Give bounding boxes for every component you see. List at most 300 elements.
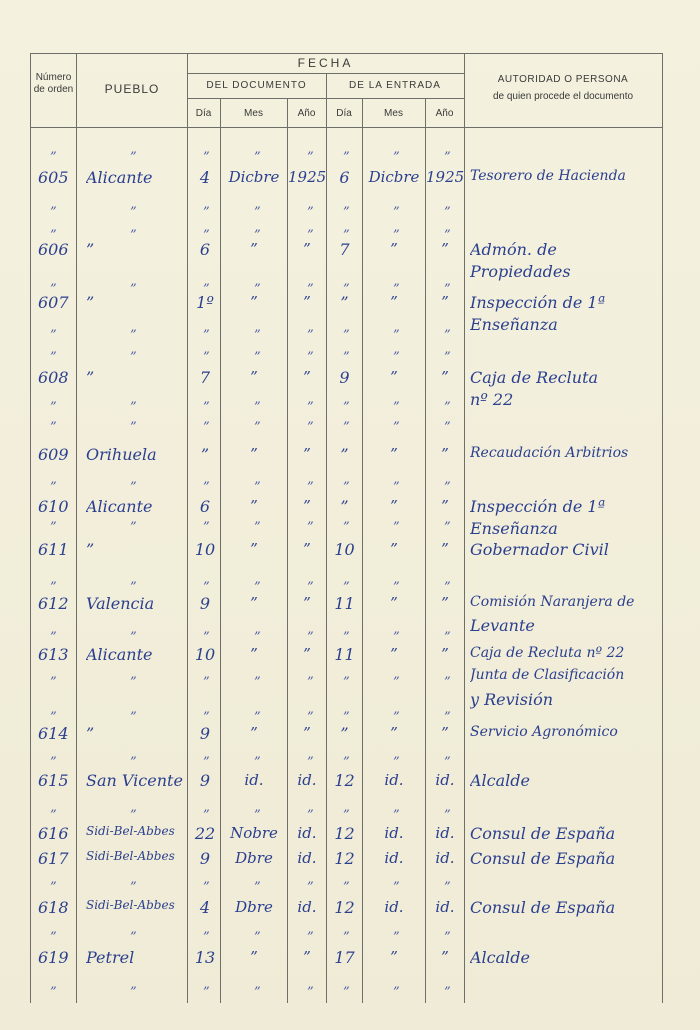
entry-ent-ano: ”: [441, 445, 449, 463]
ditto-mark: ”: [130, 400, 137, 415]
entry-doc-dia: 1º: [196, 293, 214, 312]
ditto-mark: ”: [50, 985, 57, 1000]
entry-autoridad: Comisión Naranjera de: [470, 594, 635, 610]
entry-doc-mes: ”: [250, 645, 258, 663]
entry-pueblo: Alicante: [86, 645, 153, 664]
ditto-mark: ”: [203, 205, 210, 220]
entry-autoridad: Consul de España: [470, 898, 616, 917]
ditto-mark: ”: [393, 350, 400, 365]
header-pueblo: PUEBLO: [104, 82, 160, 96]
entry-ent-dia: 11: [334, 594, 355, 613]
ditto-mark: ”: [130, 520, 137, 535]
ditto-mark: ”: [307, 755, 314, 770]
ditto-mark: ”: [50, 520, 57, 535]
ditto-mark: ”: [444, 808, 451, 823]
ditto-mark: ”: [343, 985, 350, 1000]
entry-ent-mes: ”: [390, 293, 398, 311]
header-del-documento: DEL DOCUMENTO: [206, 80, 307, 91]
entry-ent-mes: ”: [390, 724, 398, 742]
entry-pueblo: ”: [86, 368, 95, 387]
entry-num: 610: [38, 497, 69, 516]
entry-ent-mes: ”: [390, 497, 398, 515]
ditto-mark: ”: [130, 808, 137, 823]
header-ent-mes: Mes: [384, 108, 403, 119]
ditto-mark: ”: [203, 755, 210, 770]
entry-ent-dia: 17: [334, 948, 355, 967]
ditto-mark: ”: [254, 630, 261, 645]
ditto-mark: ”: [254, 985, 261, 1000]
entry-doc-dia: 7: [199, 368, 211, 387]
ditto-mark: ”: [343, 755, 350, 770]
entry-doc-dia: ”: [200, 445, 210, 464]
ditto-mark: ”: [444, 580, 451, 595]
entry-doc-ano: id.: [297, 898, 317, 916]
entry-autoridad: Consul de España: [470, 849, 616, 868]
ditto-mark: ”: [203, 520, 210, 535]
entry-doc-ano: ”: [303, 948, 311, 966]
entry-ent-dia: 10: [334, 540, 355, 559]
ditto-mark: ”: [203, 630, 210, 645]
entry-ent-dia: 11: [334, 645, 355, 664]
entry-doc-ano: id.: [297, 771, 317, 789]
entry-doc-mes: ”: [250, 724, 258, 742]
ditto-mark: ”: [393, 930, 400, 945]
entry-num: 612: [38, 594, 69, 613]
entry-doc-dia: 9: [199, 724, 211, 743]
ditto-mark: ”: [130, 480, 137, 495]
ditto-mark: ”: [444, 480, 451, 495]
entry-autoridad-line2: Enseñanza: [470, 519, 558, 538]
ditto-mark: ”: [393, 205, 400, 220]
entry-doc-ano: ”: [303, 368, 311, 386]
ditto-mark: ”: [393, 400, 400, 415]
col-line-doc-dia: [220, 98, 221, 1003]
entry-pueblo: Orihuela: [86, 445, 157, 464]
entry-ent-dia: ”: [340, 293, 349, 312]
entry-ent-ano: 1925: [426, 168, 464, 186]
entry-num: 605: [38, 168, 69, 187]
ditto-mark: ”: [203, 228, 210, 243]
entry-doc-ano: ”: [303, 497, 311, 515]
entry-pueblo: Sidi-Bel-Abbes: [86, 849, 175, 863]
header-ent-ano: Año: [435, 108, 454, 119]
entry-num: 616: [38, 824, 69, 843]
entry-doc-mes: id.: [244, 771, 264, 789]
col-line-right: [662, 53, 663, 1003]
ditto-mark: ”: [254, 880, 261, 895]
entry-num: 618: [38, 898, 69, 917]
ditto-mark: ”: [444, 350, 451, 365]
ditto-mark: ”: [444, 328, 451, 343]
ditto-mark: ”: [393, 985, 400, 1000]
entry-doc-dia: 9: [199, 594, 211, 613]
entry-num: 608: [38, 368, 69, 387]
entry-ent-dia: 7: [339, 240, 350, 259]
ditto-mark: ”: [254, 480, 261, 495]
ditto-mark: ”: [50, 150, 57, 165]
entry-autoridad: Admón. de: [470, 240, 557, 259]
ditto-mark: ”: [307, 282, 314, 297]
entry-num: 617: [38, 849, 69, 868]
ditto-mark: ”: [343, 580, 350, 595]
ditto-mark: ”: [393, 150, 400, 165]
entry-ent-ano: ”: [441, 368, 449, 386]
entry-ent-ano: ”: [441, 645, 449, 663]
ditto-mark: ”: [130, 350, 137, 365]
entry-autoridad: Servicio Agronómico: [470, 724, 618, 740]
entry-ent-dia: ”: [340, 497, 349, 516]
ditto-mark: ”: [203, 675, 210, 690]
ditto-mark: ”: [307, 150, 314, 165]
entry-doc-ano: 1925: [288, 168, 326, 186]
ditto-mark: ”: [50, 205, 57, 220]
entry-ent-ano: ”: [441, 293, 449, 311]
ditto-mark: ”: [50, 228, 57, 243]
entry-autoridad: Caja de Recluta: [470, 368, 599, 387]
header-autoridad: AUTORIDAD O PERSONA: [497, 74, 629, 85]
entry-autoridad: Consul de España: [470, 824, 616, 843]
ditto-mark: ”: [50, 420, 57, 435]
ditto-mark: ”: [50, 930, 57, 945]
ditto-mark: ”: [307, 480, 314, 495]
header-doc-dia: Día: [195, 108, 212, 119]
ditto-mark: ”: [307, 420, 314, 435]
ditto-mark: ”: [444, 282, 451, 297]
ditto-mark: ”: [50, 755, 57, 770]
entry-doc-mes: Dbre: [235, 849, 273, 867]
entry-pueblo: ”: [86, 293, 95, 312]
ditto-mark: ”: [307, 328, 314, 343]
entry-doc-dia: 6: [199, 240, 211, 259]
ditto-mark: ”: [130, 880, 137, 895]
ditto-mark: ”: [444, 710, 451, 725]
col-line-ent-ano: [464, 53, 465, 1003]
ditto-mark: ”: [444, 930, 451, 945]
entry-doc-mes: Dicbre: [228, 168, 280, 186]
entry-ent-mes: ”: [390, 645, 398, 663]
entry-ent-ano: ”: [441, 594, 449, 612]
entry-ent-ano: ”: [441, 240, 449, 258]
entry-pueblo: Petrel: [86, 948, 135, 967]
ditto-mark: ”: [307, 630, 314, 645]
ditto-mark: ”: [254, 808, 261, 823]
entry-autoridad: Recaudación Arbitrios: [470, 445, 629, 461]
ditto-mark: ”: [203, 328, 210, 343]
col-line-pueblo: [187, 53, 188, 1003]
entry-num: 606: [38, 240, 69, 259]
entry-ent-ano: id.: [435, 824, 455, 842]
header-numero-de-orden: Número de orden: [33, 72, 74, 95]
entry-ent-mes: ”: [390, 594, 398, 612]
entry-autoridad: Alcalde: [470, 948, 530, 967]
entry-doc-ano: ”: [303, 645, 311, 663]
ditto-mark: ”: [393, 755, 400, 770]
header-bottom-rule: [30, 127, 662, 128]
ditto-mark: ”: [307, 880, 314, 895]
ditto-mark: ”: [343, 228, 350, 243]
entry-autoridad-line2: Propiedades: [470, 262, 571, 281]
entry-ent-dia: 12: [334, 771, 355, 790]
ditto-mark: ”: [307, 400, 314, 415]
ditto-mark: ”: [343, 400, 350, 415]
ditto-mark: ”: [50, 675, 57, 690]
ditto-mark: ”: [393, 675, 400, 690]
ditto-mark: ”: [50, 350, 57, 365]
ditto-mark: ”: [130, 420, 137, 435]
ditto-mark: ”: [444, 400, 451, 415]
ditto-mark: ”: [343, 205, 350, 220]
ditto-mark: ”: [203, 930, 210, 945]
entry-ent-dia: ”: [340, 445, 349, 464]
ditto-mark: ”: [254, 350, 261, 365]
entry-doc-ano: ”: [303, 293, 311, 311]
ditto-mark: ”: [343, 480, 350, 495]
entry-ent-dia: 12: [334, 824, 355, 843]
ditto-mark: ”: [50, 328, 57, 343]
ditto-mark: ”: [343, 282, 350, 297]
ditto-mark: ”: [203, 808, 210, 823]
ditto-mark: ”: [307, 580, 314, 595]
entry-ent-mes: id.: [384, 849, 404, 867]
ditto-mark: ”: [307, 228, 314, 243]
entry-ent-dia: 6: [339, 168, 350, 187]
ditto-mark: ”: [444, 520, 451, 535]
header-de-la-entrada: DE LA ENTRADA: [349, 80, 441, 91]
entry-doc-mes: ”: [250, 948, 258, 966]
entry-pueblo: San Vicente: [86, 771, 183, 790]
ditto-mark: ”: [343, 710, 350, 725]
entry-doc-ano: ”: [303, 445, 311, 463]
ditto-mark: ”: [130, 630, 137, 645]
header-doc-ano: Año: [297, 108, 316, 119]
entry-doc-ano: ”: [303, 240, 311, 258]
ditto-mark: ”: [444, 985, 451, 1000]
entry-ent-ano: ”: [441, 497, 449, 515]
entry-autoridad: y Revisión: [470, 690, 554, 709]
ditto-mark: ”: [307, 520, 314, 535]
ditto-mark: ”: [254, 930, 261, 945]
entry-ent-mes: ”: [390, 948, 398, 966]
entry-ent-dia: 9: [339, 368, 350, 387]
ditto-mark: ”: [393, 808, 400, 823]
entry-ent-dia: 12: [334, 849, 355, 868]
entry-autoridad-line2: Enseñanza: [470, 315, 558, 334]
ditto-mark: ”: [444, 755, 451, 770]
ditto-mark: ”: [254, 755, 261, 770]
ditto-mark: ”: [444, 420, 451, 435]
entry-doc-dia: 10: [194, 645, 216, 664]
ditto-mark: ”: [130, 930, 137, 945]
entry-ent-mes: id.: [384, 824, 404, 842]
ditto-mark: ”: [393, 328, 400, 343]
entry-doc-dia: 9: [199, 849, 211, 868]
entry-pueblo: Valencia: [86, 594, 155, 613]
ditto-mark: ”: [130, 328, 137, 343]
ditto-mark: ”: [254, 580, 261, 595]
entry-pueblo: Alicante: [86, 168, 153, 187]
entry-ent-ano: id.: [435, 849, 455, 867]
ditto-mark: ”: [307, 930, 314, 945]
entry-doc-dia: 4: [199, 898, 211, 917]
entry-ent-mes: ”: [390, 540, 398, 558]
entry-ent-mes: ”: [390, 445, 398, 463]
ditto-mark: ”: [50, 880, 57, 895]
entry-num: 619: [38, 948, 69, 967]
ditto-mark: ”: [343, 930, 350, 945]
ditto-mark: ”: [130, 755, 137, 770]
ditto-mark: ”: [130, 228, 137, 243]
ditto-mark: ”: [307, 350, 314, 365]
ditto-mark: ”: [343, 808, 350, 823]
entry-ent-ano: ”: [441, 540, 449, 558]
entry-pueblo: Alicante: [86, 497, 153, 516]
ditto-mark: ”: [307, 205, 314, 220]
ditto-mark: ”: [254, 710, 261, 725]
entry-ent-mes: id.: [384, 771, 404, 789]
ditto-mark: ”: [203, 480, 210, 495]
ditto-mark: ”: [50, 710, 57, 725]
ditto-mark: ”: [254, 150, 261, 165]
ditto-mark: ”: [393, 710, 400, 725]
ditto-mark: ”: [254, 228, 261, 243]
ditto-mark: ”: [444, 228, 451, 243]
entry-doc-mes: ”: [250, 497, 258, 515]
entry-doc-ano: id.: [297, 824, 317, 842]
ditto-mark: ”: [130, 710, 137, 725]
entry-pueblo: Sidi-Bel-Abbes: [86, 898, 175, 912]
entry-doc-dia: 13: [194, 948, 216, 967]
entry-autoridad: Inspección de 1ª: [470, 497, 606, 516]
entry-doc-mes: ”: [250, 594, 258, 612]
ditto-mark: ”: [343, 880, 350, 895]
ditto-mark: ”: [254, 328, 261, 343]
ditto-mark: ”: [203, 400, 210, 415]
entry-ent-ano: ”: [441, 724, 449, 742]
entry-autoridad-line2: Junta de Clasificación: [470, 667, 625, 683]
ditto-mark: ”: [343, 630, 350, 645]
entry-num: 607: [38, 293, 69, 312]
entry-num: 614: [38, 724, 69, 743]
ditto-mark: ”: [130, 580, 137, 595]
entry-doc-mes: ”: [250, 368, 258, 386]
ditto-mark: ”: [130, 150, 137, 165]
entry-autoridad: Alcalde: [470, 771, 530, 790]
ditto-mark: ”: [393, 420, 400, 435]
entry-ent-ano: id.: [435, 898, 455, 916]
ditto-mark: ”: [130, 282, 137, 297]
entry-doc-dia: 10: [194, 540, 216, 559]
ditto-mark: ”: [50, 808, 57, 823]
ditto-mark: ”: [307, 675, 314, 690]
ditto-mark: ”: [393, 580, 400, 595]
entry-doc-mes: Dbre: [235, 898, 273, 916]
ditto-mark: ”: [203, 150, 210, 165]
ditto-mark: ”: [203, 580, 210, 595]
entry-doc-ano: ”: [303, 724, 311, 742]
ditto-mark: ”: [130, 675, 137, 690]
entry-ent-ano: id.: [435, 771, 455, 789]
ditto-mark: ”: [254, 400, 261, 415]
ditto-mark: ”: [444, 675, 451, 690]
entry-ent-mes: Dicbre: [368, 168, 420, 186]
ditto-mark: ”: [444, 150, 451, 165]
ditto-mark: ”: [343, 675, 350, 690]
entry-pueblo: Sidi-Bel-Abbes: [86, 824, 175, 838]
ditto-mark: ”: [203, 985, 210, 1000]
ditto-mark: ”: [50, 630, 57, 645]
entry-autoridad: Caja de Recluta nº 22: [470, 645, 625, 661]
ditto-mark: ”: [254, 520, 261, 535]
entry-doc-mes: ”: [250, 293, 258, 311]
entry-doc-dia: 4: [199, 168, 211, 187]
ditto-mark: ”: [203, 880, 210, 895]
ditto-mark: ”: [307, 710, 314, 725]
ditto-mark: ”: [307, 985, 314, 1000]
entry-ent-mes: id.: [384, 898, 404, 916]
ditto-mark: ”: [130, 205, 137, 220]
ditto-mark: ”: [393, 480, 400, 495]
ditto-mark: ”: [50, 400, 57, 415]
entry-doc-ano: ”: [303, 540, 311, 558]
ditto-mark: ”: [393, 282, 400, 297]
entry-ent-dia: 12: [334, 898, 355, 917]
entry-num: 615: [38, 771, 69, 790]
entry-doc-ano: id.: [297, 849, 317, 867]
ditto-mark: ”: [50, 580, 57, 595]
entry-num: 613: [38, 645, 69, 664]
entry-autoridad: Tesorero de Hacienda: [470, 168, 626, 184]
entry-doc-mes: Nobre: [230, 824, 278, 842]
ditto-mark: ”: [393, 880, 400, 895]
ditto-mark: ”: [254, 420, 261, 435]
entry-doc-mes: ”: [250, 445, 258, 463]
ditto-mark: ”: [444, 630, 451, 645]
ditto-mark: ”: [343, 350, 350, 365]
header-doc-mes: Mes: [244, 108, 263, 119]
ditto-mark: ”: [50, 480, 57, 495]
header-ent-dia: Día: [336, 108, 352, 119]
ditto-mark: ”: [254, 282, 261, 297]
entry-autoridad: Inspección de 1ª: [470, 293, 606, 312]
ditto-mark: ”: [343, 150, 350, 165]
ditto-mark: ”: [307, 808, 314, 823]
ditto-mark: ”: [393, 630, 400, 645]
entry-doc-mes: ”: [250, 240, 258, 258]
ditto-mark: ”: [444, 880, 451, 895]
entry-pueblo: ”: [86, 240, 95, 259]
ditto-mark: ”: [130, 985, 137, 1000]
entry-doc-mes: ”: [250, 540, 258, 558]
ditto-mark: ”: [203, 710, 210, 725]
ditto-mark: ”: [343, 328, 350, 343]
entry-ent-mes: ”: [390, 240, 398, 258]
ditto-mark: ”: [343, 420, 350, 435]
ditto-mark: ”: [444, 205, 451, 220]
entry-num: 611: [38, 540, 69, 559]
ditto-mark: ”: [393, 228, 400, 243]
ditto-mark: ”: [203, 420, 210, 435]
ditto-mark: ”: [343, 520, 350, 535]
top-rule: [30, 53, 662, 54]
entry-doc-dia: 6: [199, 497, 211, 516]
entry-pueblo: ”: [86, 540, 95, 559]
entry-doc-dia: 22: [194, 824, 216, 843]
col-line-left: [30, 53, 31, 1003]
ditto-mark: ”: [254, 675, 261, 690]
entry-pueblo: ”: [86, 724, 95, 743]
entry-ent-ano: ”: [441, 948, 449, 966]
entry-ent-mes: ”: [390, 368, 398, 386]
